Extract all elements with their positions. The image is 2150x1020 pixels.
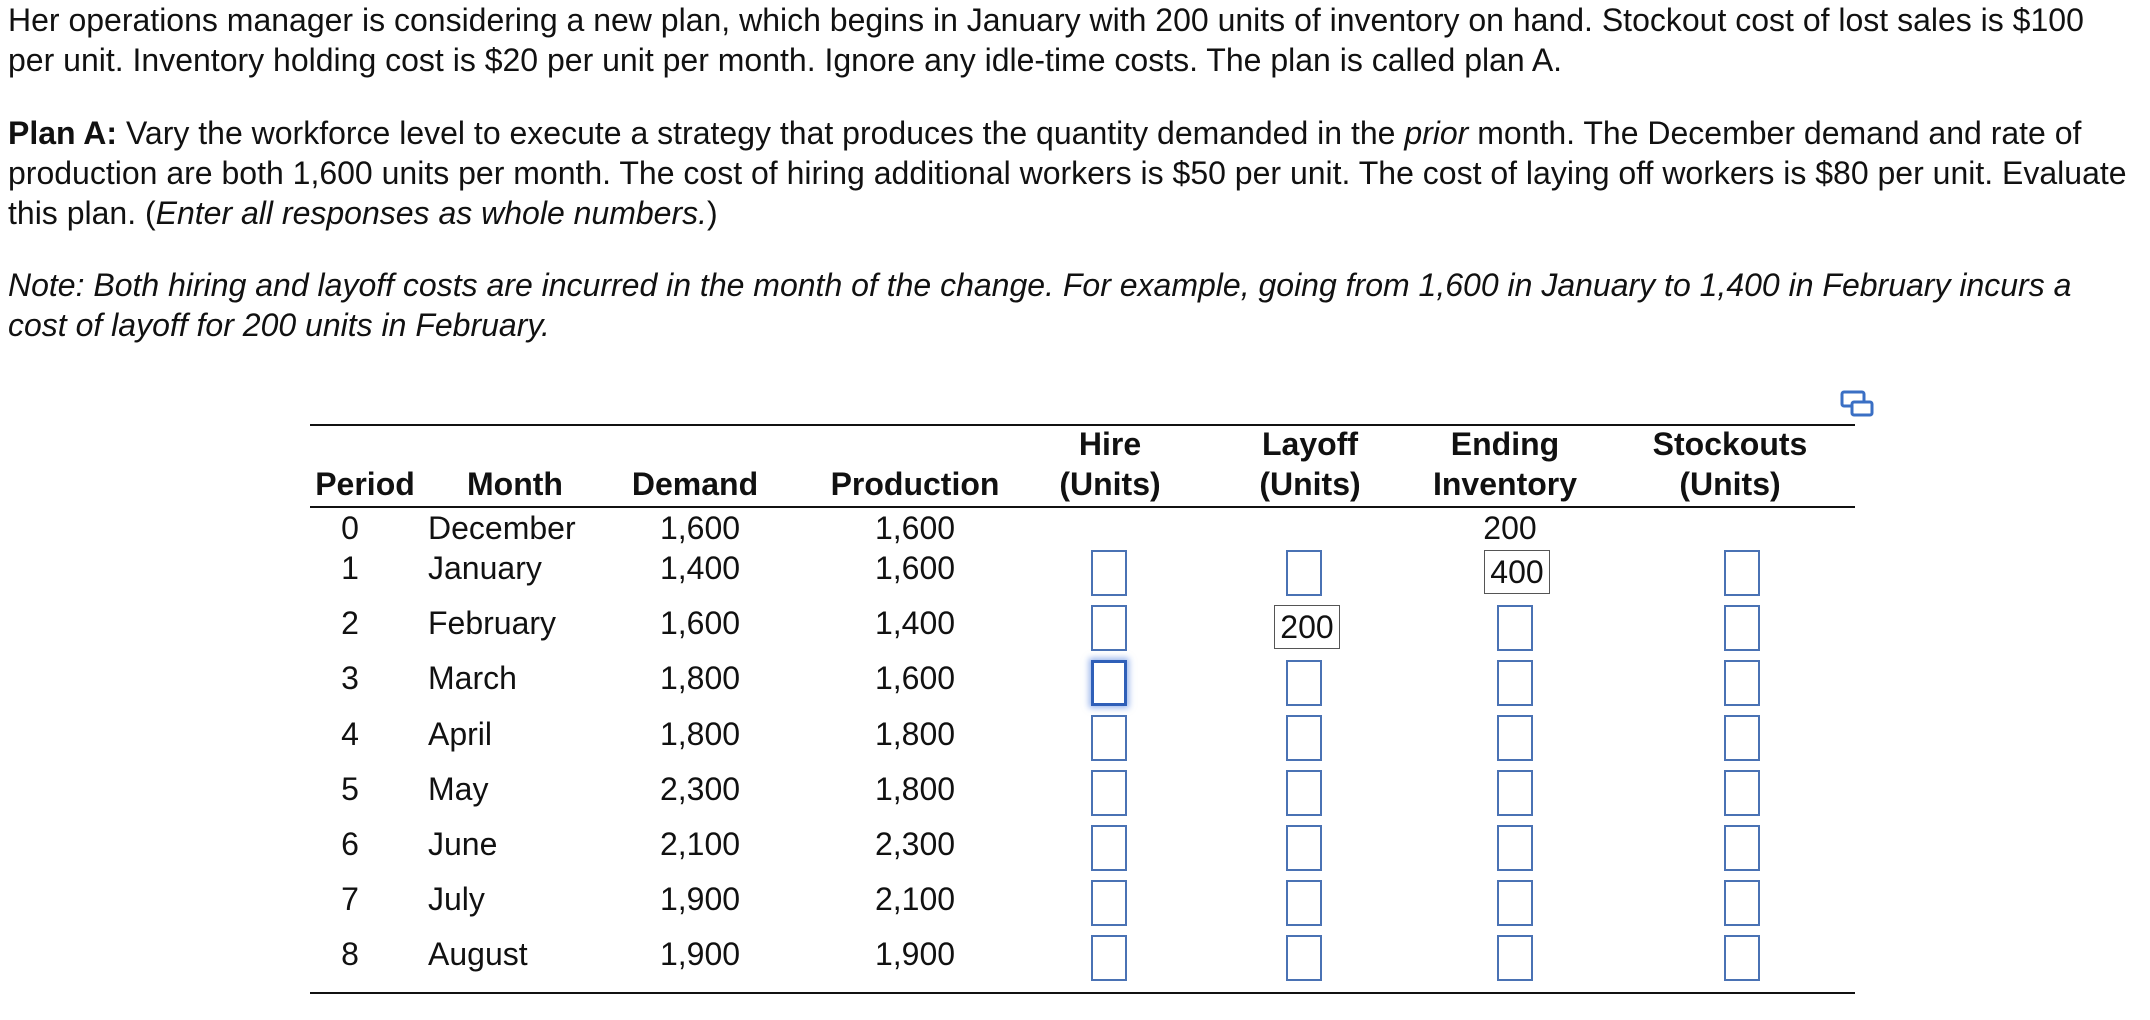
production-cell: 1,800 [874, 716, 956, 752]
demand-cell: 1,800 [659, 660, 741, 696]
ending-inventory-input[interactable] [1484, 550, 1550, 594]
hire-input[interactable] [1091, 935, 1127, 981]
hire-input[interactable] [1091, 825, 1127, 871]
plan-text-b: month. The December demand and rate of production are both 1,600 units per month. The cost of hiring additional workers is $50 per unit. The cost of laying off workers is $80 per unit. Evaluate this plan. ( [8, 115, 2127, 231]
hire-input[interactable] [1091, 660, 1127, 706]
header-stockouts-line1: Stockouts [1652, 426, 1808, 462]
ending-inventory-input[interactable] [1497, 715, 1533, 761]
ending-inventory-cell: 200 [1483, 510, 1537, 546]
layoff-input[interactable] [1286, 715, 1322, 761]
demand-cell: 1,900 [659, 881, 741, 917]
month-cell: February [428, 605, 557, 641]
header-ending-line1: Ending [1450, 426, 1560, 462]
production-cell: 1,600 [874, 510, 956, 546]
plan-paragraph [8, 113, 2138, 233]
demand-cell: 1,900 [659, 936, 741, 972]
layoff-input[interactable] [1286, 825, 1322, 871]
demand-cell: 1,600 [659, 605, 741, 641]
period-cell: 6 [341, 826, 359, 862]
intro-paragraph: Her operations manager is considering a new plan, which begins in January with 200 units of inventory on hand. Stockout cost of lost sales is $100 per unit. Inventory holding cost is $20 per unit per month. Ignore any idle-time costs. The plan is called plan A. [8, 2, 2084, 78]
hire-input[interactable] [1091, 770, 1127, 816]
demand-cell: 1,600 [659, 510, 741, 546]
hire-input[interactable] [1091, 605, 1127, 651]
period-cell: 2 [341, 605, 359, 641]
month-cell: July [428, 881, 485, 917]
ending-inventory-input[interactable] [1497, 880, 1533, 926]
layoff-input[interactable] [1286, 880, 1322, 926]
layoff-input[interactable] [1286, 935, 1322, 981]
ending-inventory-input[interactable] [1497, 825, 1533, 871]
layoff-input[interactable] [1274, 605, 1340, 649]
demand-cell: 2,100 [659, 826, 741, 862]
stockouts-input[interactable] [1724, 550, 1760, 596]
stockouts-input[interactable] [1724, 770, 1760, 816]
hire-input[interactable] [1091, 880, 1127, 926]
plan-closing: ) [707, 195, 718, 231]
period-cell: 0 [341, 510, 359, 546]
hire-input[interactable] [1091, 715, 1127, 761]
header-demand: Demand [631, 466, 759, 502]
stockouts-input[interactable] [1724, 660, 1760, 706]
month-cell: December [428, 510, 576, 546]
ending-inventory-input[interactable] [1497, 935, 1533, 981]
month-cell: January [428, 550, 542, 586]
layoff-input[interactable] [1286, 660, 1322, 706]
production-cell: 2,300 [874, 826, 956, 862]
plan-instruction: Enter all responses as whole numbers. [155, 195, 708, 231]
plan-table [310, 424, 1855, 994]
production-cell: 1,400 [874, 605, 956, 641]
header-period: Period [315, 466, 415, 502]
header-ending-line2: Inventory [1432, 466, 1578, 502]
month-cell: March [428, 660, 517, 696]
stockouts-input[interactable] [1724, 605, 1760, 651]
demand-cell: 1,400 [659, 550, 741, 586]
production-cell: 1,600 [874, 550, 956, 586]
layoff-input[interactable] [1286, 770, 1322, 816]
table-bottom-rule [310, 992, 1855, 994]
period-cell: 8 [341, 936, 359, 972]
ending-inventory-input[interactable] [1497, 605, 1533, 651]
production-cell: 2,100 [874, 881, 956, 917]
month-cell: May [428, 771, 489, 807]
period-cell: 4 [341, 716, 359, 752]
plan-label: Plan A: [8, 115, 118, 151]
plan-text-a: Vary the workforce level to execute a strategy that produces the quantity demanded in the [117, 115, 1405, 151]
stockouts-input[interactable] [1724, 880, 1760, 926]
stockouts-input[interactable] [1724, 715, 1760, 761]
production-cell: 1,900 [874, 936, 956, 972]
stockouts-input[interactable] [1724, 825, 1760, 871]
production-cell: 1,600 [874, 660, 956, 696]
period-cell: 7 [341, 881, 359, 917]
header-hire-line2: (Units) [1059, 466, 1161, 502]
hire-input[interactable] [1091, 550, 1127, 596]
header-layoff-line1: Layoff [1262, 426, 1358, 462]
production-cell: 1,800 [874, 771, 956, 807]
layoff-input[interactable] [1286, 550, 1322, 596]
period-cell: 3 [341, 660, 359, 696]
ending-inventory-input[interactable] [1497, 770, 1533, 816]
demand-cell: 1,800 [659, 716, 741, 752]
header-stockouts-line2: (Units) [1679, 466, 1781, 502]
note-paragraph: Note: Both hiring and layoff costs are incurred in the month of the change. For example, going from 1,600 in January to 1,400 in February incurs a cost of layoff for 200 units in February. [8, 267, 2072, 343]
month-cell: April [428, 716, 493, 752]
demand-cell: 2,300 [659, 771, 741, 807]
month-cell: June [428, 826, 498, 862]
header-layoff-line2: (Units) [1259, 466, 1361, 502]
header-month: Month [467, 466, 563, 502]
period-cell: 1 [341, 550, 359, 586]
header-production: Production [830, 466, 1000, 502]
ending-inventory-input[interactable] [1497, 660, 1533, 706]
header-hire-line1: Hire [1078, 426, 1142, 462]
copy-table-icon[interactable] [1840, 390, 1874, 418]
stockouts-input[interactable] [1724, 935, 1760, 981]
month-cell: August [428, 936, 528, 972]
period-cell: 5 [341, 771, 359, 807]
plan-italic-word: prior [1404, 115, 1469, 151]
